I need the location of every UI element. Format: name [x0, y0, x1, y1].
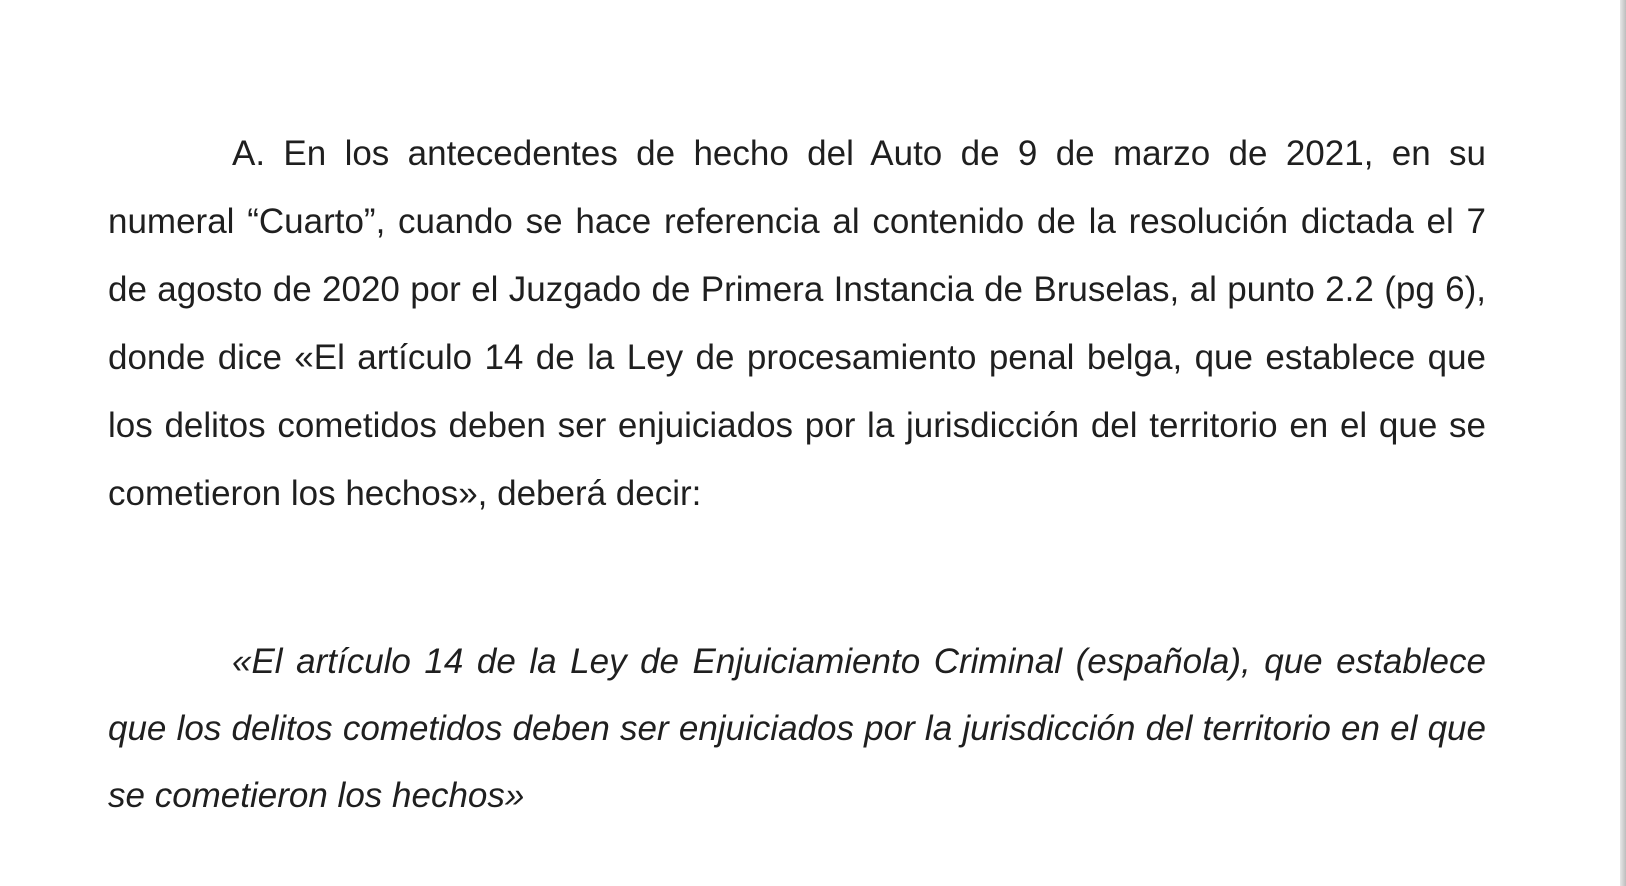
- page-edge-divider: [1620, 0, 1626, 886]
- quoted-paragraph: «El artículo 14 de la Ley de Enjuiciamiento Criminal (española), que establece que los delitos cometidos deben ser enjuiciados por la jurisdicción del territorio en el que se cometieron los hechos»: [108, 642, 1486, 815]
- main-paragraph: A. En los antecedentes de hecho del Auto de 9 de marzo de 2021, en su numeral “Cuarto”, cuando se hace referencia al contenido de la resolución dictada el 7 de agosto de 2020 por el Juzgado de Primera Instancia de Bruselas, al punto 2.2 (pg 6), donde dice «El artículo 14 de la Ley de procesamiento penal belga, que establece que los delitos cometidos deben ser enjuiciados por la jurisdicción del territorio en el que se cometieron los hechos», deberá decir:: [108, 134, 1486, 513]
